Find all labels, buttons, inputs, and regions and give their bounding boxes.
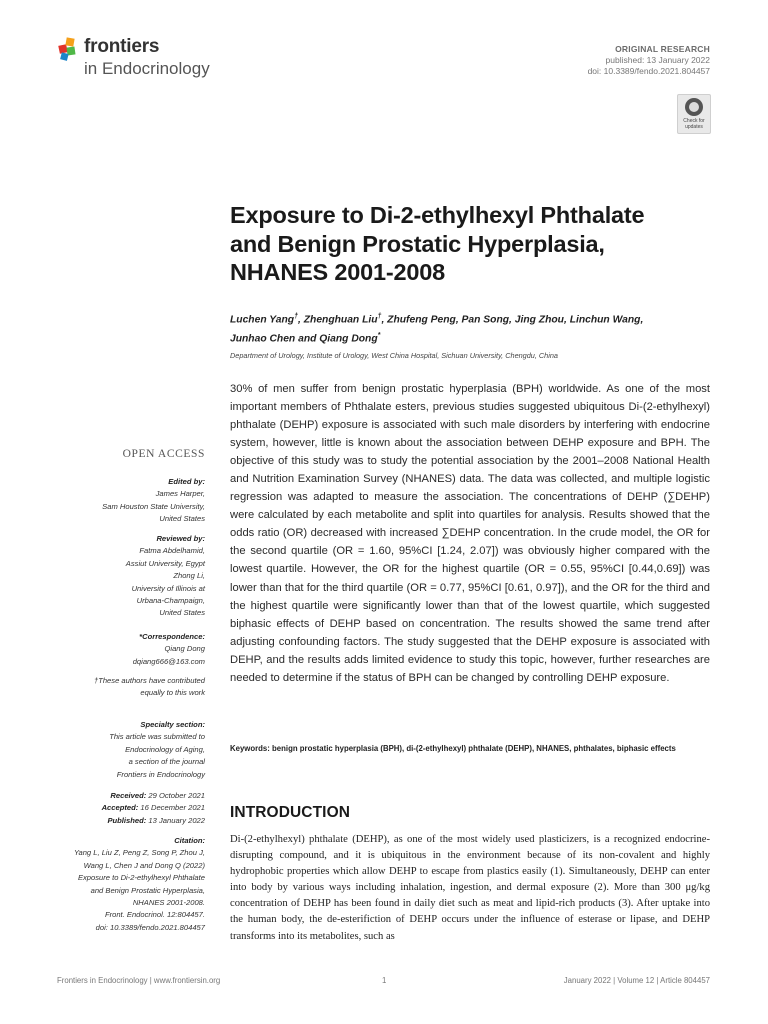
page-footer — [57, 976, 710, 985]
accepted-value: 16 December 2021 — [140, 803, 205, 813]
contribution-note-line: †These authors have contributed — [93, 676, 205, 685]
author-link[interactable]: Qiang Dong — [319, 333, 378, 345]
article-title: Exposure to Di-2-ethylhexyl Phthalate and Benign Prostatic Hyperplasia, NHANES 2001-2008 — [230, 202, 645, 285]
author-footnote-mark: † — [294, 313, 298, 320]
reviewer-affiliation: Assiut University, Egypt — [125, 558, 205, 568]
check-updates-label: Check for updates — [683, 118, 705, 130]
citation-doi[interactable]: doi: 10.3389/fendo.2021.804457 — [95, 922, 205, 932]
correspondence-name: Qiang Dong — [164, 644, 205, 654]
citation-line: Yang L, Liu Z, Peng Z, Song P, Zhou J, — [73, 848, 205, 858]
article-doi[interactable]: doi: 10.3389/fendo.2021.804457 — [587, 66, 710, 76]
specialty-label: Specialty section: — [140, 720, 205, 729]
author-footnote-mark: † — [377, 313, 382, 320]
received-label: Received: — [110, 791, 147, 800]
author-link[interactable]: Linchun Wang — [569, 314, 641, 326]
citation-line: Wang L, Chen J and Dong Q (2022) — [83, 860, 205, 870]
citation-line: Exposure to Di-2-ethylhexyl Phthalate — [77, 873, 205, 883]
article-meta — [588, 44, 710, 77]
section-heading: INTRODUCTION — [230, 804, 351, 821]
author-link[interactable]: Zhufeng Peng — [387, 314, 456, 326]
contribution-note — [55, 675, 205, 700]
reviewer-affiliation: University of Illinois at — [131, 583, 205, 593]
published-value: 13 January 2022 — [148, 815, 205, 825]
citation-line: and Benign Prostatic Hyperplasia, — [90, 885, 205, 895]
journal-name: in Endocrinology — [84, 59, 210, 78]
frontiers-logo-icon — [57, 36, 83, 62]
abstract-text: 30% of men suffer from benign prostatic hyperplasia (BPH) worldwide. As one of the most important members of Phthalate esters, previous studies suggested ubiquitous Di-(2-ethylhexyl) phthalate (DEHP) exposure is associated with such male disorders by interfering with endocrine system, however, little is known about the association between DEHP exposure and BPH. The objective of this study was to study the potential association by the 2001–2008 National Health and Nutrition Examination Survey (NHANES) data. The data was collected, and multiple logistic regression was adapted to measure the association. The concentrations of DEHP (∑DEHP) were calculated by each metabolite and split into quartiles for analysis. Results showed that the odds ratio (OR) decreased with increased ∑DEHP concentration. In the crude model, the OR for the second quartile (OR = 1.60, 95%CI [1.24, 2.07]) was obviously higher compared with the lowest quartile. However, the OR for the highest quartile (OR = 0.55, 95%CI [0.44,0.69]) was lower than that for the third quartile (OR = 0.77, 95%CI [0.61, 0.97]), and the OR for the third and the highest quartile were significantly lower than that of the lowest quartile, which suggested biphasic effects of DEHP based on concentration. The results showed the same trend after adjusting confounding factors. The study suggested that the DEHP exposure is associated with DEHP, and the results adds limited evidence to study this topic, however, further researches are needed to determine if the status of BPH can be changed by controlling DEHP exposure. — [230, 383, 710, 684]
check-for-updates-button[interactable] — [677, 94, 711, 134]
citation-section — [55, 835, 205, 934]
published-label: Published: — [107, 815, 147, 825]
footer-issue-info: January 2022 | Volume 12 | Article 804457 — [563, 976, 710, 985]
check-updates-icon — [685, 98, 703, 116]
reviewer-name[interactable]: Fatma Abdelhamid, — [139, 546, 205, 556]
editor-name[interactable]: James Harper, — [155, 489, 205, 499]
accepted-date — [55, 802, 205, 814]
author-link[interactable]: Junhao Chen — [230, 333, 296, 345]
specialty-line: This article was submitted to — [109, 732, 205, 742]
introduction-text: Di-(2-ethylhexyl) phthalate (DEHP), as one of the most widely used plasticizers, is a recognized endocrine-disrupting compound, and it is ubiquitous in the environment because of its non-covalent and highly hydrophobic properties which allow DEHP to escape from plastics easily (1). Simultaneously, DEHP can enter into body by various ways including inhalation, ingestion, and dermal exposure (2). More than 300 μg/kg concentration of DEHP has been found in daily diet such as meat and lipid-rich products (3). After uptake into the human body, the de-esterifiction of DEHP occurs under the influence of esterase or lipase, and DEHP transforms into its metabolites, such as — [230, 834, 710, 942]
author-link[interactable]: Jing Zhou — [514, 314, 564, 326]
correspondence-section — [55, 631, 205, 668]
open-access-label: OPEN ACCESS — [122, 448, 205, 460]
contribution-note-line: equally to this work — [140, 688, 205, 698]
author-link[interactable]: Zhenghuan Liu — [303, 314, 378, 326]
edited-by-section — [55, 476, 205, 526]
specialty-line: a section of the journal — [128, 757, 205, 767]
specialty-line: Frontiers in Endocrinology — [116, 769, 205, 779]
brand-name: frontiers — [84, 36, 160, 57]
author-link[interactable]: Pan Song — [461, 314, 510, 326]
correspondence-label: *Correspondence: — [139, 632, 205, 641]
keywords — [230, 743, 710, 755]
article-type: ORIGINAL RESEARCH — [615, 44, 710, 54]
specialty-line[interactable]: Endocrinology of Aging, — [125, 744, 205, 754]
editor-affiliation: United States — [159, 514, 205, 524]
author-footnote-mark: * — [377, 332, 381, 340]
dates-section — [55, 790, 205, 827]
edited-by-label: Edited by: — [168, 477, 205, 486]
footer-journal-link[interactable]: Frontiers in Endocrinology | www.frontiersin.org — [57, 976, 221, 985]
reviewed-by-section — [55, 533, 205, 620]
reviewed-by-label: Reviewed by: — [156, 534, 205, 543]
received-date — [55, 790, 205, 802]
citation-line: NHANES 2001-2008. — [132, 898, 205, 908]
received-value: 29 October 2021 — [148, 791, 205, 800]
specialty-section — [55, 719, 205, 781]
author-link[interactable]: Luchen Yang — [230, 314, 295, 326]
accepted-label: Accepted: — [101, 803, 139, 813]
reviewer-affiliation: United States — [159, 608, 205, 618]
keywords-list: benign prostatic hyperplasia (BPH), di-(2-ethylhexyl) phthalate (DEHP), NHANES, phthalates, biphasic effects — [272, 744, 676, 753]
citation-line: Front. Endocrinol. 12:804457. — [104, 910, 205, 920]
citation-label: Citation: — [174, 836, 205, 845]
journal-logo[interactable] — [57, 34, 237, 84]
correspondence-email[interactable]: dqiang666@163.com — [132, 656, 205, 666]
published-date: published: 13 January 2022 — [605, 55, 710, 65]
reviewer-name[interactable]: Zhong Li, — [173, 571, 205, 581]
page-number: 1 — [382, 976, 387, 985]
author-list: Luchen Yang†, Zhenghuan Liu†, Zhufeng Peng, Pan Song, Jing Zhou, Linchun Wang, Junhao Chen and Qiang Dong* — [230, 313, 644, 345]
reviewer-affiliation: Urbana-Champaign, — [136, 596, 205, 606]
published-date-side — [55, 815, 205, 827]
affiliation: Department of Urology, Institute of Urology, West China Hospital, Sichuan University, Chengdu, China — [230, 351, 558, 360]
keywords-label: Keywords: — [230, 744, 270, 753]
editor-affiliation: Sam Houston State University, — [102, 501, 205, 511]
author-conjunction: and — [298, 333, 317, 345]
